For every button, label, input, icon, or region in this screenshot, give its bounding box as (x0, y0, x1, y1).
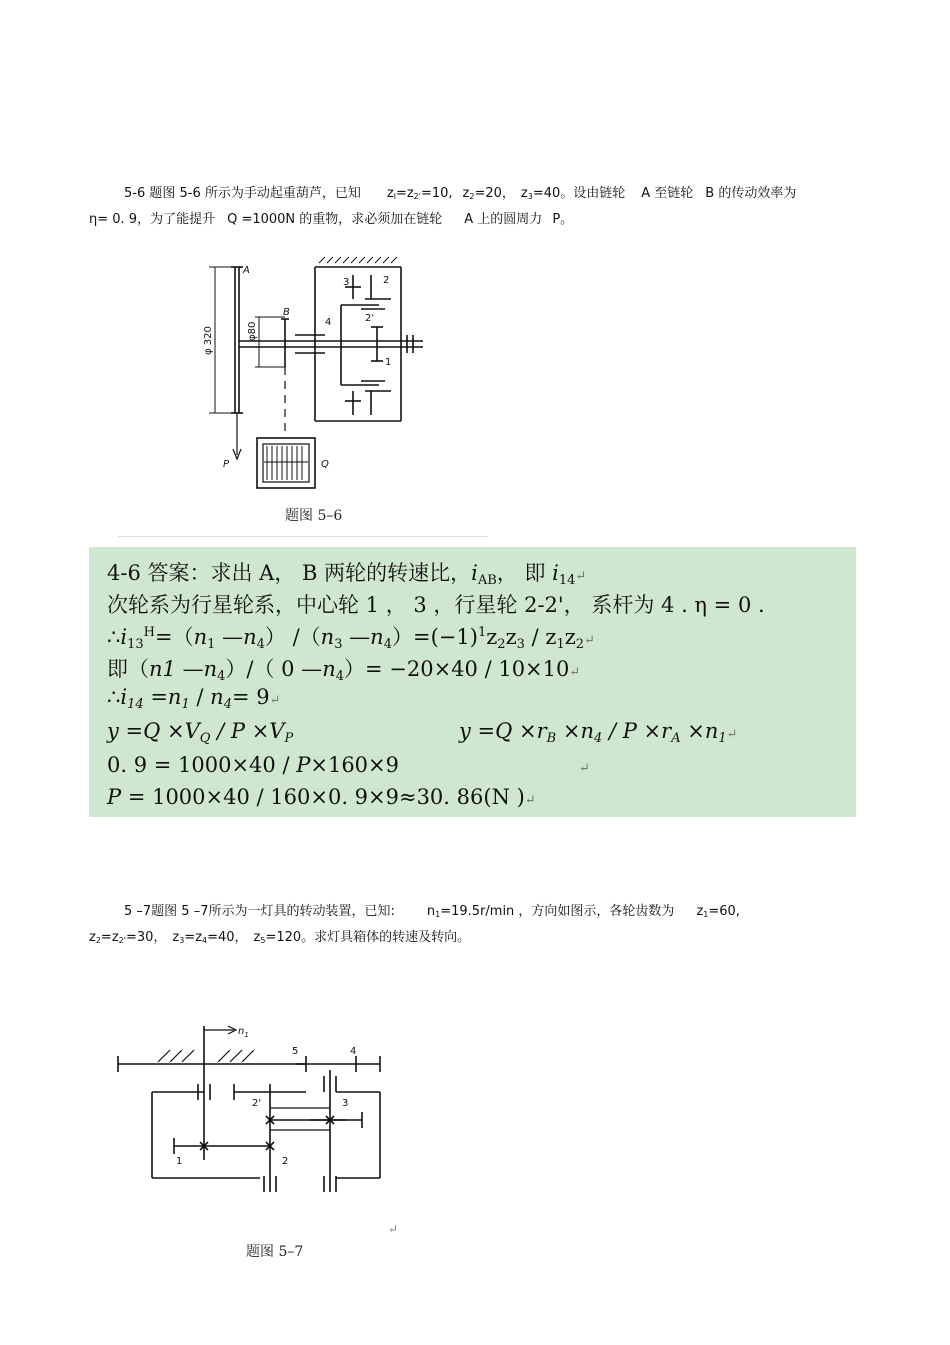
figure-5-7-lamp-drive (110, 1020, 400, 1205)
answer-line-7: 0. 9 = 1000×40 / P×160×9 ↵ (107, 753, 590, 777)
fig57-label-2: 2 (282, 1156, 289, 1167)
fig56-label-1: 1 (385, 357, 392, 368)
fig56-label-B: B (283, 307, 290, 318)
figure-5-6-caption: 题图 5–6 (285, 508, 343, 524)
figure-5-6-chain-hoist (195, 255, 435, 545)
fig56-label-A: A (243, 265, 250, 276)
answer-4-6-box (89, 547, 856, 817)
answer-line-6-right: $y =Q \times r_B \times n_4 / P \times r_A$ $\times n_1↵$ (459, 719, 738, 746)
fig56-label-2: 2 (383, 275, 390, 286)
fig56-dim-320: φ 320 (203, 326, 214, 355)
fig57-label-2p: 2' (252, 1098, 262, 1109)
fig57-label-3: 3 (342, 1098, 349, 1109)
fig57-label-5: 5 (292, 1046, 299, 1057)
fig57-label-1: 1 (176, 1156, 183, 1167)
figure-5-7-mark: ↵ (388, 1222, 399, 1236)
fig56-label-Q: Q (321, 459, 329, 470)
fig57-label-4: 4 (350, 1046, 357, 1057)
problem-5-7-line-2: $z_2=z_{2'}=30$， $z_3=z_4=40$， $z_5=120$。求灯具箱体的转速及转向。 (89, 930, 471, 945)
figure-5-6-underline (118, 536, 488, 537)
fig57-label-n1: $n_1$ (238, 1026, 249, 1039)
answer-line-8: P = 1000×40 / 160×0. 9×9≈30. 86(N )↵ (107, 785, 536, 809)
fig56-label-2p: 2' (365, 313, 375, 324)
answer-line-3: $\therefore i_{13}^H=(n_1$ $—n_4$） $/(n_3$ $—n_4)=(-1)^1z_2z_3$ / $z_1z_2↵$ (107, 625, 595, 652)
fig56-label-4: 4 (325, 317, 332, 328)
problem-5-6-line-1: 5-6 题图 5-6 所示为手动起重葫芦，已知 $z_l=z_{2'}=10$, $z_2=20$， $z_3=40$。设由链轮 A 至链轮 B 的传动效率为 (124, 186, 797, 201)
figure-5-7-caption: 题图 5–7 (246, 1244, 304, 1260)
answer-line-4: 即（n1 $—n_4)/$（ 0 $—n_4)= -20\times 40$ / 10×10↵ (107, 657, 581, 684)
problem-5-7-line-1: 5 –7题图 5 –7所示为一灯具的转动装置，已知: $n_1=19.5r/\min$ ，方向如图示，各轮齿数为 $z_1=60$, (124, 904, 740, 919)
answer-line-5: $\therefore i_{14} =n_1 / n_4=$ 9↵ (107, 685, 281, 712)
answer-line-1: 4-6 答案：求出 A， B 两轮的转速比，$i_{AB}$， 即 $i_{14}↵$ (107, 561, 587, 588)
answer-line-6-left: $y =Q \times V_Q / P \times V_P$ (107, 719, 294, 746)
fig56-label-P: P (223, 459, 230, 470)
problem-5-6-line-2: η= 0. 9，为了能提升 Q =1000N 的重物，求必须加在链轮 A 上的圆周力 P。 (89, 212, 574, 227)
fig56-label-3: 3 (343, 277, 350, 288)
answer-line-2: 次轮系为行星轮系，中心轮 1 ， 3 ，行星轮 2-2'， 系杆为 4 . η = 0 . (107, 593, 765, 617)
fig56-dim-80: φ80 (247, 321, 258, 341)
